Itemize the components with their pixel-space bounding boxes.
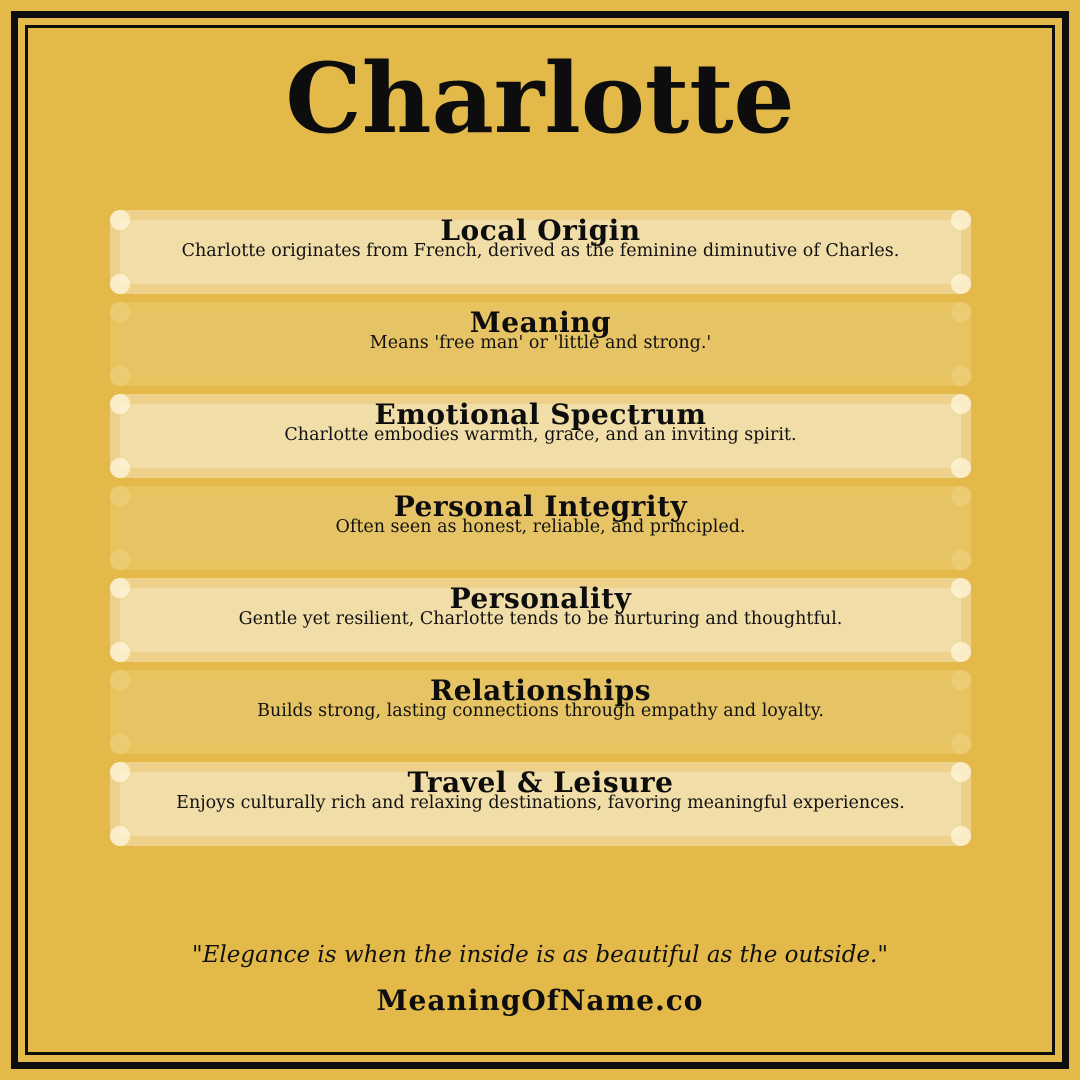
section-text: Charlotte originates from French, derived as the feminine diminutive of Charles. [181,241,900,261]
section-heading: Meaning [469,306,612,339]
corner-dot [951,826,971,846]
corner-dot [110,366,130,386]
corner-dot [951,734,971,754]
section-card-relationships [110,670,971,754]
section-card-origin [110,210,971,294]
section-card-travel-leisure [110,762,971,846]
corner-dot [110,826,130,846]
corner-dot [110,274,130,294]
corner-dot [110,734,130,754]
corner-dot [951,366,971,386]
corner-dot [951,642,971,662]
section-heading: Travel & Leisure [407,766,674,799]
brand-footer: MeaningOfName.co [376,984,704,1017]
corner-dot [110,642,130,662]
section-text: Means 'free man' or 'little and strong.' [369,333,712,353]
sections-list [110,210,971,854]
section-heading: Personal Integrity [393,490,688,523]
name-title: Charlotte [285,42,795,155]
section-heading: Relationships [429,674,652,707]
section-text: Builds strong, lasting connections through empathy and loyalty. [257,701,824,721]
section-text: Gentle yet resilient, Charlotte tends to be nurturing and thoughtful. [238,609,843,629]
corner-dot [110,458,130,478]
section-text: Enjoys culturally rich and relaxing destinations, favoring meaningful experiences. [176,793,905,813]
corner-dot [951,550,971,570]
section-heading: Personality [449,582,632,615]
section-text: Charlotte embodies warmth, grace, and an inviting spirit. [284,425,797,445]
section-heading: Local Origin [440,214,641,247]
section-card-emotional-spectrum [110,394,971,478]
corner-dot [110,550,130,570]
section-card-meaning [110,302,971,386]
quote-text: "Elegance is when the inside is as beautiful as the outside." [192,942,888,968]
section-heading: Emotional Spectrum [374,398,707,431]
corner-dot [951,274,971,294]
section-card-personal-integrity [110,486,971,570]
corner-dot [951,458,971,478]
section-card-personality [110,578,971,662]
section-text: Often seen as honest, reliable, and principled. [335,517,746,537]
